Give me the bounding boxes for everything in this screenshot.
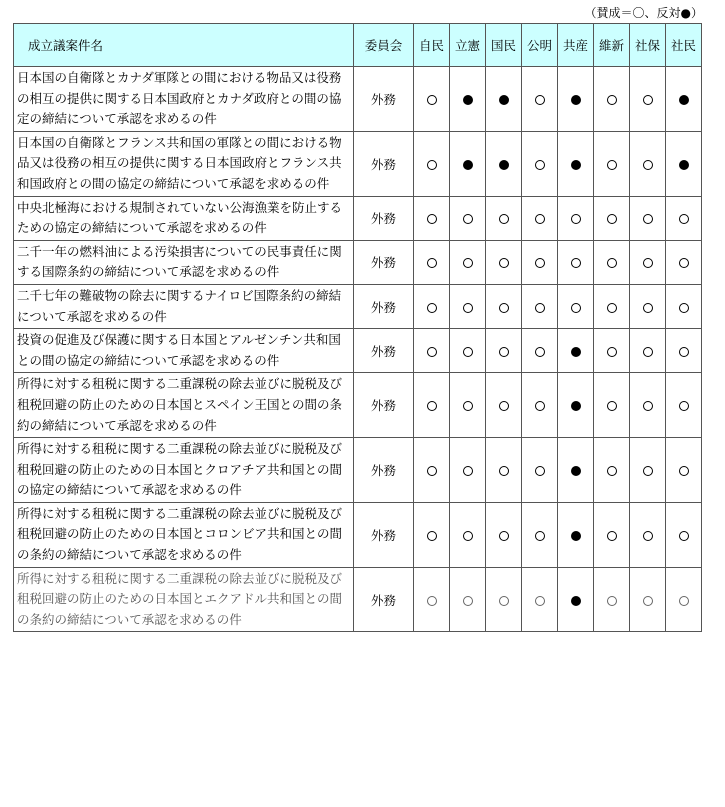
vote-yes-circle-icon: [535, 531, 545, 541]
vote-yes-circle-icon: [679, 303, 689, 313]
vote-yes-circle-icon: [427, 466, 437, 476]
bill-committee: 外務: [354, 438, 414, 503]
vote-no-circle-icon: [679, 95, 689, 105]
vote-yes-circle-icon: [463, 214, 473, 224]
vote-yes-circle-icon: [643, 258, 653, 268]
vote-yes-circle-icon: [607, 596, 617, 606]
vote-cell: [486, 438, 522, 503]
vote-cell: [486, 284, 522, 328]
vote-no-circle-icon: [679, 160, 689, 170]
vote-yes-circle-icon: [607, 466, 617, 476]
vote-yes-circle-icon: [463, 596, 473, 606]
bill-title: 所得に対する租税に関する二重課税の除去並びに脱税及び租税回避の防止のための日本国とスペイン王国との間の条約の締結について承認を求めるの件: [14, 373, 354, 438]
vote-cell: [414, 240, 450, 284]
bill-row: [14, 67, 702, 132]
vote-cell: [486, 502, 522, 567]
vote-cell: [522, 196, 558, 240]
bill-title: 中央北極海における規制されていない公海漁業を防止するための協定の締結について承認を求めるの件: [14, 196, 354, 240]
vote-yes-circle-icon: [427, 401, 437, 411]
vote-yes-circle-icon: [643, 531, 653, 541]
vote-no-circle-icon: [571, 95, 581, 105]
bill-title: 所得に対する租税に関する二重課税の除去並びに脱税及び租税回避の防止のための日本国とクロアチア共和国との間の協定の締結について承認を求めるの件: [14, 438, 354, 503]
vote-yes-circle-icon: [499, 596, 509, 606]
vote-yes-circle-icon: [427, 347, 437, 357]
vote-cell: [414, 438, 450, 503]
vote-yes-circle-icon: [679, 347, 689, 357]
vote-cell: [522, 284, 558, 328]
vote-cell: [666, 329, 702, 373]
vote-yes-circle-icon: [427, 596, 437, 606]
vote-cell: [558, 373, 594, 438]
bill-committee: 外務: [354, 284, 414, 328]
bill-title: 日本国の自衛隊とカナダ軍隊との間における物品又は役務の相互の提供に関する日本国政府とカナダ政府との間の協定の締結について承認を求めるの件: [14, 67, 354, 132]
vote-no-circle-icon: [571, 531, 581, 541]
vote-no-circle-icon: [571, 596, 581, 606]
vote-yes-circle-icon: [427, 214, 437, 224]
vote-cell: [558, 240, 594, 284]
vote-cell: [486, 373, 522, 438]
vote-no-circle-icon: [571, 347, 581, 357]
vote-cell: [486, 131, 522, 196]
vote-no-circle-icon: [571, 401, 581, 411]
bill-row: [14, 131, 702, 196]
vote-no-circle-icon: [571, 160, 581, 170]
vote-cell: [522, 438, 558, 503]
vote-yes-circle-icon: [571, 303, 581, 313]
vote-yes-circle-icon: [643, 466, 653, 476]
vote-yes-circle-icon: [427, 95, 437, 105]
vote-yes-circle-icon: [643, 347, 653, 357]
vote-cell: [666, 502, 702, 567]
header-bill-title: 成立議案件名: [14, 24, 354, 67]
vote-cell: [558, 284, 594, 328]
vote-yes-circle-icon: [643, 214, 653, 224]
bill-row: [14, 438, 702, 503]
vote-cell: [450, 196, 486, 240]
bill-row: [14, 373, 702, 438]
bill-committee: 外務: [354, 196, 414, 240]
vote-cell: [414, 131, 450, 196]
vote-cell: [450, 502, 486, 567]
vote-cell: [594, 131, 630, 196]
vote-yes-circle-icon: [499, 214, 509, 224]
vote-yes-circle-icon: [535, 401, 545, 411]
vote-cell: [630, 567, 666, 632]
vote-cell: [558, 567, 594, 632]
vote-yes-circle-icon: [535, 347, 545, 357]
vote-cell: [414, 67, 450, 132]
vote-cell: [630, 438, 666, 503]
bill-title: 二千一年の燃料油による汚染損害についての民事責任に関する国際条約の締結について承認を求めるの件: [14, 240, 354, 284]
bill-title: 所得に対する租税に関する二重課税の除去並びに脱税及び租税回避の防止のための日本国とエクアドル共和国との間の条約の締結について承認を求めるの件: [14, 567, 354, 632]
vote-cell: [594, 502, 630, 567]
vote-yes-circle-icon: [679, 258, 689, 268]
vote-yes-circle-icon: [535, 160, 545, 170]
vote-yes-circle-icon: [535, 596, 545, 606]
vote-cell: [630, 240, 666, 284]
vote-yes-circle-icon: [607, 401, 617, 411]
vote-cell: [666, 240, 702, 284]
vote-cell: [666, 67, 702, 132]
bills-vote-table: [13, 23, 702, 632]
vote-cell: [450, 240, 486, 284]
vote-yes-circle-icon: [427, 303, 437, 313]
vote-yes-circle-icon: [499, 347, 509, 357]
vote-yes-circle-icon: [463, 531, 473, 541]
vote-no-circle-icon: [499, 95, 509, 105]
header-party: 共産: [558, 24, 594, 67]
vote-cell: [486, 240, 522, 284]
bill-committee: 外務: [354, 329, 414, 373]
vote-cell: [630, 373, 666, 438]
header-row: [14, 24, 702, 67]
vote-cell: [594, 284, 630, 328]
vote-cell: [630, 284, 666, 328]
vote-cell: [666, 567, 702, 632]
bill-committee: 外務: [354, 131, 414, 196]
vote-cell: [522, 373, 558, 438]
vote-yes-circle-icon: [535, 214, 545, 224]
vote-cell: [414, 329, 450, 373]
vote-cell: [594, 438, 630, 503]
vote-cell: [522, 131, 558, 196]
vote-yes-circle-icon: [535, 258, 545, 268]
vote-cell: [414, 196, 450, 240]
vote-yes-circle-icon: [499, 258, 509, 268]
vote-cell: [522, 567, 558, 632]
vote-cell: [630, 67, 666, 132]
vote-yes-circle-icon: [679, 401, 689, 411]
vote-yes-circle-icon: [427, 160, 437, 170]
vote-cell: [450, 67, 486, 132]
bill-title: 二千七年の難破物の除去に関するナイロビ国際条約の締結について承認を求めるの件: [14, 284, 354, 328]
vote-yes-circle-icon: [607, 95, 617, 105]
vote-yes-circle-icon: [643, 95, 653, 105]
vote-cell: [594, 240, 630, 284]
vote-cell: [558, 196, 594, 240]
header-party: 維新: [594, 24, 630, 67]
bill-rows: [14, 67, 702, 632]
vote-cell: [450, 284, 486, 328]
vote-yes-circle-icon: [679, 466, 689, 476]
header-party: 立憲: [450, 24, 486, 67]
vote-cell: [558, 438, 594, 503]
bill-title: 日本国の自衛隊とフランス共和国の軍隊との間における物品又は役務の相互の提供に関する日本国政府とフランス共和国政府との間の協定の締結について承認を求めるの件: [14, 131, 354, 196]
bill-row: [14, 567, 702, 632]
bill-title: 所得に対する租税に関する二重課税の除去並びに脱税及び租税回避の防止のための日本国とコロンビア共和国との間の条約の締結について承認を求めるの件: [14, 502, 354, 567]
vote-yes-circle-icon: [643, 160, 653, 170]
vote-cell: [630, 502, 666, 567]
header-party: 社保: [630, 24, 666, 67]
vote-cell: [594, 567, 630, 632]
vote-yes-circle-icon: [571, 258, 581, 268]
vote-yes-circle-icon: [499, 303, 509, 313]
vote-cell: [558, 502, 594, 567]
bill-committee: 外務: [354, 502, 414, 567]
vote-cell: [450, 373, 486, 438]
vote-cell: [594, 67, 630, 132]
bill-row: [14, 502, 702, 567]
vote-yes-circle-icon: [463, 401, 473, 411]
vote-cell: [558, 67, 594, 132]
vote-yes-circle-icon: [643, 303, 653, 313]
vote-yes-circle-icon: [607, 214, 617, 224]
vote-yes-circle-icon: [607, 347, 617, 357]
bill-row: [14, 284, 702, 328]
vote-cell: [594, 329, 630, 373]
header-party: 社民: [666, 24, 702, 67]
vote-cell: [522, 502, 558, 567]
vote-cell: [414, 567, 450, 632]
vote-cell: [486, 67, 522, 132]
vote-cell: [450, 329, 486, 373]
vote-cell: [522, 67, 558, 132]
vote-cell: [414, 373, 450, 438]
vote-yes-circle-icon: [643, 596, 653, 606]
vote-yes-circle-icon: [427, 258, 437, 268]
bill-row: [14, 240, 702, 284]
vote-no-circle-icon: [463, 160, 473, 170]
vote-no-circle-icon: [571, 466, 581, 476]
vote-cell: [486, 329, 522, 373]
vote-legend: （賛成＝〇、反対●）: [584, 6, 703, 20]
vote-yes-circle-icon: [499, 466, 509, 476]
vote-yes-circle-icon: [535, 466, 545, 476]
vote-yes-circle-icon: [607, 160, 617, 170]
vote-yes-circle-icon: [499, 401, 509, 411]
vote-yes-circle-icon: [463, 303, 473, 313]
vote-cell: [666, 131, 702, 196]
vote-cell: [594, 373, 630, 438]
vote-cell: [522, 329, 558, 373]
vote-cell: [558, 329, 594, 373]
bill-committee: 外務: [354, 67, 414, 132]
vote-cell: [522, 240, 558, 284]
vote-yes-circle-icon: [463, 347, 473, 357]
vote-cell: [630, 131, 666, 196]
header-party: 国民: [486, 24, 522, 67]
bill-committee: 外務: [354, 240, 414, 284]
vote-cell: [486, 567, 522, 632]
header-committee: 委員会: [354, 24, 414, 67]
vote-yes-circle-icon: [463, 258, 473, 268]
bill-title: 投資の促進及び保護に関する日本国とアルゼンチン共和国との間の協定の締結について承認を求めるの件: [14, 329, 354, 373]
vote-cell: [630, 329, 666, 373]
vote-yes-circle-icon: [535, 95, 545, 105]
vote-cell: [666, 284, 702, 328]
vote-cell: [558, 131, 594, 196]
vote-yes-circle-icon: [679, 531, 689, 541]
vote-yes-circle-icon: [679, 214, 689, 224]
vote-yes-circle-icon: [427, 531, 437, 541]
vote-cell: [666, 438, 702, 503]
vote-yes-circle-icon: [607, 258, 617, 268]
bill-row: [14, 196, 702, 240]
vote-cell: [594, 196, 630, 240]
vote-yes-circle-icon: [499, 531, 509, 541]
vote-cell: [666, 196, 702, 240]
bill-committee: 外務: [354, 373, 414, 438]
vote-cell: [666, 373, 702, 438]
vote-cell: [630, 196, 666, 240]
bill-committee: 外務: [354, 567, 414, 632]
vote-yes-circle-icon: [679, 596, 689, 606]
header-party: 自民: [414, 24, 450, 67]
bill-row: [14, 329, 702, 373]
vote-cell: [414, 284, 450, 328]
vote-yes-circle-icon: [463, 466, 473, 476]
vote-no-circle-icon: [499, 160, 509, 170]
vote-yes-circle-icon: [535, 303, 545, 313]
vote-yes-circle-icon: [607, 303, 617, 313]
vote-cell: [486, 196, 522, 240]
vote-cell: [450, 567, 486, 632]
header-party: 公明: [522, 24, 558, 67]
vote-cell: [450, 438, 486, 503]
vote-no-circle-icon: [463, 95, 473, 105]
vote-cell: [450, 131, 486, 196]
vote-yes-circle-icon: [607, 531, 617, 541]
vote-yes-circle-icon: [643, 401, 653, 411]
vote-cell: [414, 502, 450, 567]
vote-yes-circle-icon: [571, 214, 581, 224]
